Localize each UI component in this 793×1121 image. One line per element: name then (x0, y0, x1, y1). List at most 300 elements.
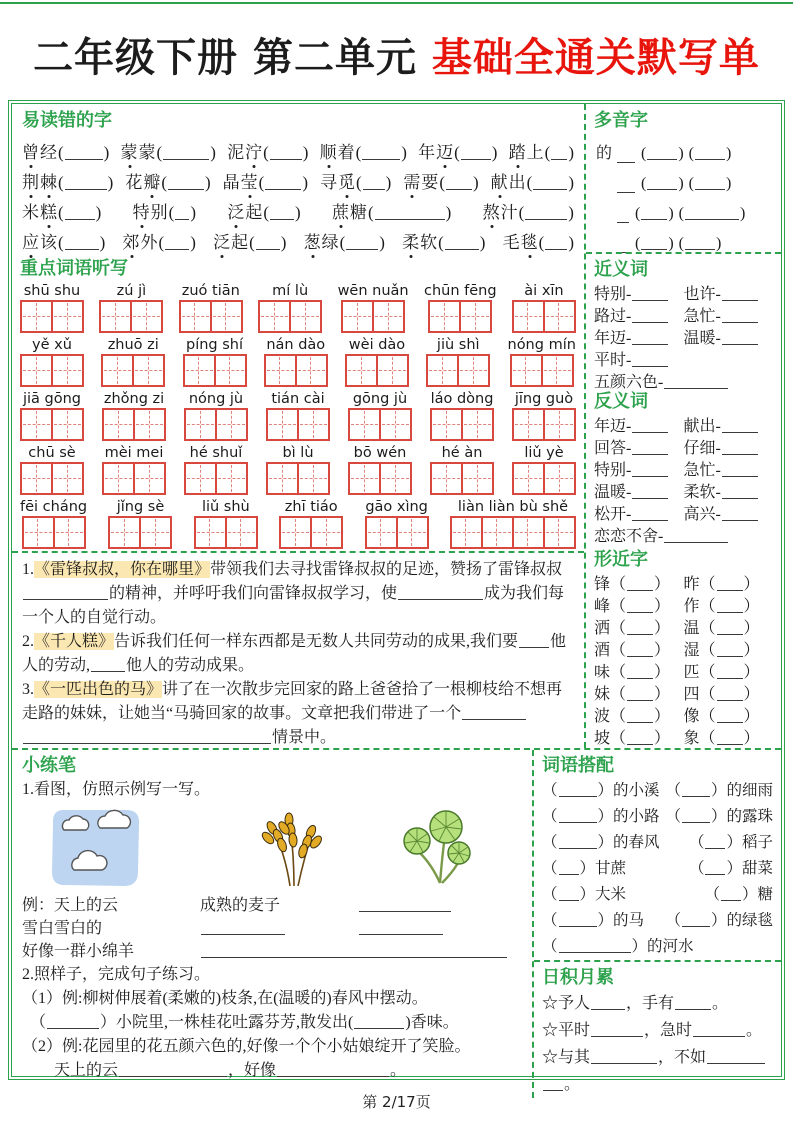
blank-field (717, 687, 743, 701)
example-table-row (22, 917, 522, 940)
tianzige-box (20, 462, 53, 495)
blank-field (722, 507, 758, 521)
polyphonic-character: 的 (596, 145, 613, 162)
writing-grid (348, 408, 412, 441)
bottom-region (12, 748, 781, 1098)
accumulation-line (542, 990, 773, 1017)
blank-field (722, 463, 758, 477)
summary-paragraph (22, 558, 574, 630)
word (22, 173, 58, 192)
word-item: 米糕( ) (22, 198, 101, 223)
dictation-item (99, 282, 163, 335)
dictation-item (102, 444, 166, 497)
char: 着 (337, 143, 356, 162)
blank-field (632, 441, 668, 455)
similar-char-row (594, 616, 773, 638)
text-run: 情景中。 (272, 729, 337, 746)
tianzige-box (512, 462, 545, 495)
pinyin-label: mèi mei (104, 445, 164, 461)
dictation-row (20, 444, 576, 497)
pinyin-label: tián cài (271, 391, 325, 407)
word (227, 203, 263, 222)
blank-field (91, 658, 125, 672)
tianzige-box (266, 408, 299, 441)
writing-grid (266, 408, 330, 441)
tianzige-box (264, 354, 297, 387)
tianzige-box (379, 408, 412, 441)
example-table-row (22, 940, 522, 963)
blank-field (647, 146, 677, 160)
writing-grid (20, 462, 84, 495)
similar-char-item: 匹（ ） (683, 664, 760, 681)
word (503, 233, 539, 252)
dictation-item (183, 336, 247, 389)
example-cell (200, 940, 358, 963)
tianzige-box (297, 462, 330, 495)
similar-char-rows (594, 572, 773, 748)
char: 蔗 (332, 198, 350, 223)
tianzige-box (215, 462, 248, 495)
tianzige-box (20, 408, 53, 441)
blank-field (627, 599, 653, 613)
example-table-row (22, 894, 522, 917)
tianzige-box (51, 300, 84, 333)
collocation-item: （ ）的露珠 (665, 808, 773, 825)
example-cell: 成熟的麦子 (200, 897, 281, 914)
pinyin-label: zhī tiáo (284, 499, 338, 515)
writing-grid (430, 408, 494, 441)
page-top-rule (0, 2, 793, 4)
tianzige-box (430, 462, 463, 495)
tianzige-box (139, 516, 172, 549)
word-item: 泛起( ) (227, 198, 300, 223)
blank-field (627, 577, 653, 591)
example-cell: 好像一群小绵羊 (22, 943, 135, 960)
word-item: 寻觅( ) (320, 168, 391, 193)
word-pair: 回答- (594, 435, 684, 458)
dictation-item (102, 390, 166, 443)
tianzige-box (132, 354, 165, 387)
char: 蒙 (121, 138, 139, 163)
writing-grid (20, 354, 84, 387)
word (227, 143, 263, 162)
word (22, 203, 58, 222)
text-run: 。 (746, 1022, 763, 1039)
text-run: 的精神，并呼吁我们向雷锋叔叔学习，使 (109, 585, 398, 602)
word-pair: 特别- (594, 457, 684, 480)
pinyin-label: zú jì (116, 283, 147, 299)
word-item: 晶莹( ) (223, 168, 308, 193)
blank-field (632, 463, 668, 477)
word-item: 踏上( ) (509, 138, 574, 163)
char: 泛 (213, 228, 231, 253)
tianzige-box (102, 462, 135, 495)
tianzige-box (543, 300, 576, 333)
highlighted-title: 《一匹出色的马》 (34, 681, 163, 698)
writing-grid (426, 354, 490, 387)
word-item: 花瓣( ) (125, 168, 210, 193)
char: 应 (22, 228, 40, 253)
blank-field (632, 419, 668, 433)
section-heading: 形近字 (594, 549, 648, 570)
blank-field (591, 1050, 657, 1064)
char: 该 (40, 233, 58, 252)
blank-field (627, 621, 653, 635)
blank-field (685, 236, 715, 250)
dictation-row (20, 390, 576, 443)
word-pair: 恋恋不舍- (594, 523, 773, 546)
similar-char-item: 峰（ ） (594, 598, 671, 615)
char: 上 (526, 143, 545, 162)
yidu-row (22, 133, 574, 163)
blank-field (398, 586, 483, 600)
tianzige-box (179, 300, 212, 333)
tianzige-box (457, 354, 490, 387)
pinyin-paren: ( ) (635, 205, 674, 222)
tianzige-box (51, 408, 84, 441)
word-item: 蒙蒙( ) (121, 138, 216, 163)
text-run: ☆与其 (542, 1049, 591, 1066)
word-item: 曾经( ) (22, 138, 109, 163)
word-item: 泥泞( ) (227, 138, 308, 163)
blank-field (559, 913, 597, 927)
leaves-image (396, 809, 478, 887)
writing-grid (102, 408, 166, 441)
word (22, 143, 58, 162)
char: 踏 (509, 138, 527, 163)
char: 需 (403, 168, 421, 193)
tianzige-box (461, 408, 494, 441)
text-run: （2）例:花园里的花五颜六色的,好像一个个小姑娘绽开了笑脸。 (22, 1038, 471, 1055)
blank-field (543, 1077, 563, 1091)
blank-field (664, 529, 728, 543)
blank-field (23, 586, 108, 600)
polyphonic-row (594, 163, 773, 193)
char: 棘 (40, 168, 58, 193)
pinyin-paren: ( ) (641, 145, 684, 162)
section-similar-characters (586, 546, 781, 748)
blank-field (65, 206, 95, 220)
blank-field (559, 835, 597, 849)
blank-field (375, 206, 445, 220)
word (125, 173, 161, 192)
collocation-row (542, 882, 773, 908)
blank-field (693, 1023, 745, 1037)
text-run: 成为我们每一个人的自觉行动。 (22, 585, 565, 626)
word-item: 荆棘( ) (22, 168, 113, 193)
char: 糕 (40, 198, 58, 223)
tianzige-box (225, 516, 258, 549)
blank-field (717, 621, 743, 635)
word-item: 特别( ) (133, 198, 196, 223)
writing-grid (184, 408, 248, 441)
blank-field (559, 809, 597, 823)
blank-field (591, 996, 625, 1010)
char: 泥 (227, 143, 246, 162)
blank-field (632, 287, 668, 301)
writing-grid (184, 462, 248, 495)
blank-field (265, 176, 301, 190)
similar-char-row (594, 682, 773, 704)
char: 献 (491, 168, 509, 193)
text-run: 3. (22, 681, 34, 698)
word-item: 泛起( ) (213, 228, 286, 253)
blank-field (682, 783, 710, 797)
blank-field (647, 176, 677, 190)
collocation-item: （ ）的小溪 (542, 782, 660, 799)
tianzige-box (297, 408, 330, 441)
section-heading: 词语搭配 (542, 755, 614, 776)
tianzige-box (101, 354, 134, 387)
blank-field (717, 709, 743, 723)
text-run: 他人的劳动成果。 (126, 657, 255, 674)
word (223, 173, 259, 192)
pinyin-label: jiù shì (436, 337, 480, 353)
blank-field (533, 176, 567, 190)
char: 郊 (123, 228, 141, 253)
char: 出 (508, 173, 527, 192)
section-text-summary (12, 551, 584, 750)
tianzige-box (543, 462, 576, 495)
pinyin-label: mí lù (272, 283, 309, 299)
blank-field (722, 485, 758, 499)
tianzige-box (133, 462, 166, 495)
synonym-pair-row (594, 304, 773, 326)
word-pair: 路过- (594, 303, 684, 326)
blank-field (559, 887, 579, 901)
word-pair: 仔细- (684, 435, 774, 458)
pinyin-label: zuó tiān (181, 283, 240, 299)
blank-field (461, 146, 491, 160)
writing-grid (101, 354, 165, 387)
instruction-line: 1.看图，仿照示例写一写。 (22, 781, 211, 798)
section-heading: 日积月累 (542, 967, 614, 988)
word-pair: 年迈- (594, 325, 684, 348)
pinyin-label: zhǒng zi (103, 391, 165, 407)
text-run: （1）例:柳树伸展着(柔嫩的)枝条,在(温暖的)春风中摆动。 (22, 990, 428, 1007)
similar-char-row (594, 660, 773, 682)
collocation-item: （ ）甘蔗 (542, 860, 627, 877)
similar-char-item: 锋（ ） (594, 576, 671, 593)
sentence-exercises (22, 987, 522, 1083)
tianzige-box (215, 408, 248, 441)
word-item: 毛毯( ) (503, 228, 574, 253)
text-run: ）小院里,一株桂花吐露芬芳,散发出( (100, 1014, 354, 1031)
collocation-item: （ ）稻子 (688, 834, 773, 851)
collocation-item: （ ）糖 (704, 886, 773, 903)
blank-field (559, 939, 631, 953)
writing-grid (20, 408, 84, 441)
tianzige-box (20, 354, 53, 387)
blank-field (65, 146, 103, 160)
pinyin-paren: ( ) (678, 235, 722, 252)
word-pair: 特别- (594, 281, 684, 304)
summary-paragraph (22, 630, 574, 678)
char: 绿 (321, 233, 340, 252)
blank-field (201, 944, 369, 958)
tianzige-box (53, 516, 86, 549)
word (418, 143, 454, 162)
collocation-row (542, 804, 773, 830)
tianzige-box (295, 354, 328, 387)
antonym-pair-row (594, 436, 773, 458)
tianzige-box (396, 516, 429, 549)
highlighted-title: 《千人糕》 (34, 633, 115, 650)
pinyin-label: hé shuǐ (189, 445, 243, 461)
clouds-image (48, 804, 144, 892)
dictation-row (20, 282, 576, 335)
char: 荆 (22, 168, 40, 193)
word (402, 233, 438, 252)
tianzige-box (510, 354, 543, 387)
pinyin-label: nóng mín (507, 337, 576, 353)
blank-field (722, 331, 758, 345)
section-writing-practice (12, 750, 532, 1098)
tianzige-box (310, 516, 343, 549)
section-synonyms (586, 252, 781, 391)
blank-field (617, 149, 635, 163)
synonym-rows (594, 282, 773, 392)
pinyin-label: gāo xìng (365, 499, 428, 515)
blank-field (641, 236, 667, 250)
writing-grid (450, 516, 576, 549)
blank-field (256, 236, 280, 250)
dictation-item (101, 336, 165, 389)
pinyin-label: bì lù (282, 445, 314, 461)
dictation-item (264, 336, 328, 389)
writing-grid (258, 300, 322, 333)
text-run: 带领我们去寻找雷锋叔叔的足迹，赞扬了雷锋叔叔 (210, 561, 563, 578)
dictation-item (512, 282, 576, 335)
sentence-line (22, 1059, 522, 1083)
right-column (584, 104, 781, 748)
word (133, 203, 169, 222)
similar-char-row (594, 704, 773, 726)
text-run: ，手有 (626, 995, 675, 1012)
tianzige-box (512, 408, 545, 441)
dictation-item (258, 282, 322, 335)
collocation-row (542, 934, 773, 960)
section-heading: 多音字 (594, 110, 648, 131)
pinyin-paren: ( ) (688, 145, 732, 162)
char: 汁 (500, 203, 519, 222)
pinyin-label: hé àn (441, 445, 483, 461)
text-run: 。 (712, 995, 729, 1012)
word (121, 143, 157, 162)
blank-field (695, 146, 725, 160)
collocation-item: （ ）的绿毯 (665, 912, 773, 929)
similar-char-item: 波（ ） (594, 708, 671, 725)
blank-field (632, 507, 668, 521)
char: 经 (40, 143, 58, 162)
blank-field (119, 1063, 227, 1077)
collocation-item: （ ）的小路 (542, 808, 660, 825)
word-pair: 五颜六色- (594, 369, 773, 392)
tianzige-box (428, 300, 461, 333)
char: 泞 (245, 138, 263, 163)
blank-field (627, 731, 653, 745)
char: 莹 (241, 168, 259, 193)
word (403, 173, 439, 192)
pinyin-label: jǐng sè (116, 499, 165, 515)
antonym-pair-row (594, 414, 773, 436)
word-pair: 温暖- (684, 325, 774, 348)
tianzige-box (459, 300, 492, 333)
section-heading: 小练笔 (22, 755, 76, 776)
tianzige-box (543, 516, 576, 549)
word-pair: 急忙- (684, 303, 774, 326)
pinyin-label: fēi cháng (20, 499, 88, 515)
text-run: 。 (390, 1062, 407, 1079)
yidu-rows (22, 133, 574, 253)
dictation-row (20, 336, 576, 389)
sentence-line (22, 1011, 522, 1035)
word (22, 233, 58, 252)
pinyin-paren: ( ) (635, 235, 674, 252)
char: 起 (245, 203, 264, 222)
dictation-item (512, 444, 576, 497)
tianzige-box (183, 354, 216, 387)
char: 毛 (502, 233, 521, 252)
char: 别 (150, 203, 169, 222)
char: 米 (22, 203, 40, 222)
dictation-item (20, 390, 84, 443)
blank-field (717, 665, 743, 679)
blank-field (462, 706, 526, 720)
worksheet-frame-inner (11, 103, 782, 1093)
accumulation-line (542, 1044, 773, 1071)
tianzige-box (512, 300, 545, 333)
writing-grid (194, 516, 258, 549)
dictation-row (20, 498, 576, 551)
word-item: 蔗糖( ) (332, 198, 451, 223)
word (320, 173, 356, 192)
blank-field (617, 209, 629, 223)
char: 泛 (227, 198, 245, 223)
dictation-item (345, 336, 409, 389)
pinyin-label: jīng guò (514, 391, 574, 407)
antonym-pair-row (594, 502, 773, 524)
example-cell (200, 917, 358, 940)
word-item: 年迈( ) (418, 138, 497, 163)
tianzige-box (365, 516, 398, 549)
similar-char-item: 昨（ ） (683, 576, 760, 593)
blank-field (722, 419, 758, 433)
blank-field (23, 730, 271, 744)
dictation-item (108, 498, 172, 551)
tianzige-box (379, 462, 412, 495)
tianzige-box (51, 354, 84, 387)
word (483, 203, 519, 222)
text-run: ，急时 (644, 1022, 693, 1039)
section-polyphonic (586, 104, 781, 252)
blank-field (707, 1050, 765, 1064)
polyphonic-row (594, 133, 773, 163)
pinyin-label: láo dòng (430, 391, 494, 407)
writing-grid (102, 462, 166, 495)
char: 晶 (222, 173, 241, 192)
tianzige-box (348, 462, 381, 495)
pinyin-label: zhuō zi (107, 337, 159, 353)
similar-char-item: 象（ ） (683, 730, 760, 747)
blank-field (165, 236, 189, 250)
pinyin-label: ài xīn (524, 283, 564, 299)
blank-field (559, 783, 597, 797)
writing-grid (348, 462, 412, 495)
collocation-row (542, 856, 773, 882)
tianzige-box (130, 300, 163, 333)
dictation-item (184, 444, 248, 497)
